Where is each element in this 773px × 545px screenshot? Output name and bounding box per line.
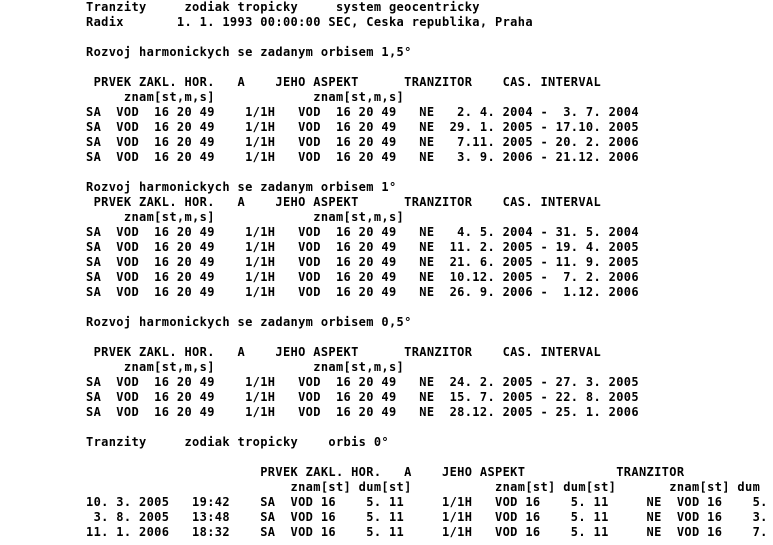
section1-header: PRVEK ZAKL. HOR. A JEHO ASPEKT TRANZITOR CAS. INTERVAL bbox=[86, 75, 602, 89]
table-row: SA VOD 16 20 49 1/1H VOD 16 20 49 NE 26. 9. 2006 - 1.12. 2006 bbox=[86, 285, 639, 299]
table-row: SA VOD 16 20 49 1/1H VOD 16 20 49 NE 21. 6. 2005 - 11. 9. 2005 bbox=[86, 255, 639, 269]
section1-subheader: znam[st,m,s] znam[st,m,s] bbox=[86, 90, 405, 104]
table-row: SA VOD 16 20 49 1/1H VOD 16 20 49 NE 10.12. 2005 - 7. 2. 2006 bbox=[86, 270, 639, 284]
table-row: SA VOD 16 20 49 1/1H VOD 16 20 49 NE 24. 2. 2005 - 27. 3. 2005 bbox=[86, 375, 639, 389]
section1-title: Rozvoj harmonickych se zadanym orbisem 1,5° bbox=[86, 45, 412, 59]
report-title-line: Tranzity zodiak tropicky system geocentricky bbox=[86, 0, 480, 14]
section4-title: Tranzity zodiak tropicky orbis 0° bbox=[86, 435, 389, 449]
section3-subheader: znam[st,m,s] znam[st,m,s] bbox=[86, 360, 405, 374]
table-row: SA VOD 16 20 49 1/1H VOD 16 20 49 NE 29. 1. 2005 - 17.10. 2005 bbox=[86, 120, 639, 134]
section4-header: PRVEK ZAKL. HOR. A JEHO ASPEKT TRANZITOR bbox=[86, 465, 685, 479]
section4-subheader: znam[st] dum[st] znam[st] dum[st] znam[st] dum bbox=[86, 480, 761, 494]
table-row: 11. 1. 2006 18:32 SA VOD 16 5. 11 1/1H VOD 16 5. 11 NE VOD 16 7. bbox=[86, 525, 768, 539]
table-row: SA VOD 16 20 49 1/1H VOD 16 20 49 NE 2. 4. 2004 - 3. 7. 2004 bbox=[86, 105, 639, 119]
table-row: SA VOD 16 20 49 1/1H VOD 16 20 49 NE 15. 7. 2005 - 22. 8. 2005 bbox=[86, 390, 639, 404]
table-row: SA VOD 16 20 49 1/1H VOD 16 20 49 NE 7.11. 2005 - 20. 2. 2006 bbox=[86, 135, 639, 149]
section3-title: Rozvoj harmonickych se zadanym orbisem 0,5° bbox=[86, 315, 412, 329]
radix-line: Radix 1. 1. 1993 00:00:00 SEC, Ceska republika, Praha bbox=[86, 15, 533, 29]
section2-title: Rozvoj harmonickych se zadanym orbisem 1° bbox=[86, 180, 397, 194]
table-row: 10. 3. 2005 19:42 SA VOD 16 5. 11 1/1H VOD 16 5. 11 NE VOD 16 5. bbox=[86, 495, 768, 509]
table-row: SA VOD 16 20 49 1/1H VOD 16 20 49 NE 11. 2. 2005 - 19. 4. 2005 bbox=[86, 240, 639, 254]
table-row: SA VOD 16 20 49 1/1H VOD 16 20 49 NE 28.12. 2005 - 25. 1. 2006 bbox=[86, 405, 639, 419]
table-row: SA VOD 16 20 49 1/1H VOD 16 20 49 NE 3. 9. 2006 - 21.12. 2006 bbox=[86, 150, 639, 164]
section3-header: PRVEK ZAKL. HOR. A JEHO ASPEKT TRANZITOR CAS. INTERVAL bbox=[86, 345, 602, 359]
section2-header: PRVEK ZAKL. HOR. A JEHO ASPEKT TRANZITOR CAS. INTERVAL bbox=[86, 195, 602, 209]
table-row: SA VOD 16 20 49 1/1H VOD 16 20 49 NE 4. 5. 2004 - 31. 5. 2004 bbox=[86, 225, 639, 239]
section2-subheader: znam[st,m,s] znam[st,m,s] bbox=[86, 210, 405, 224]
table-row: 3. 8. 2005 13:48 SA VOD 16 5. 11 1/1H VOD 16 5. 11 NE VOD 16 3. bbox=[86, 510, 768, 524]
